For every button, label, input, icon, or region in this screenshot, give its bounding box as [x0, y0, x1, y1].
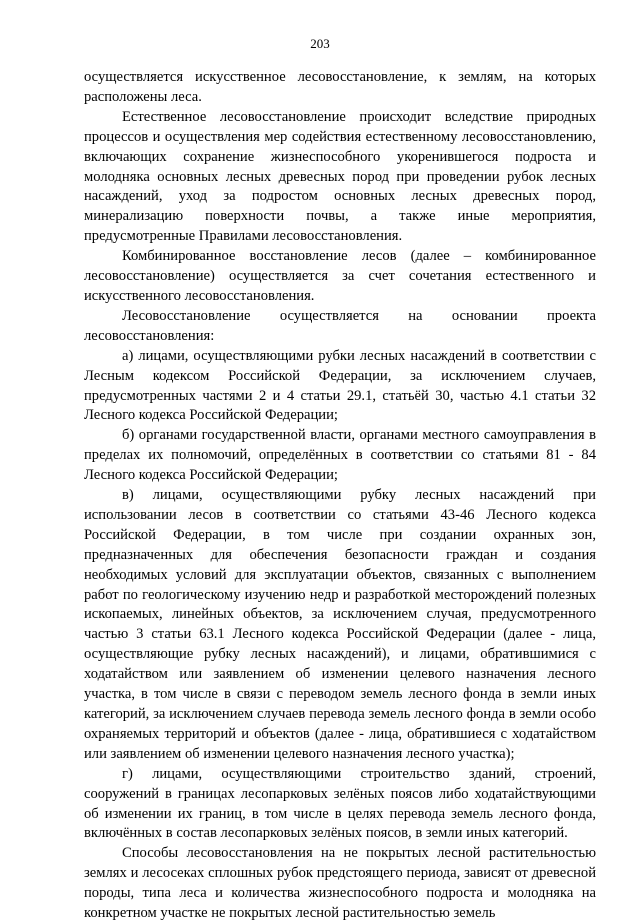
list-item-v: в) лицами, осуществляющими рубку лесных насаждений при использовании лесов в соответствии со статьями 43-46 Лесного кодекса Российской Федерации, в том числе при создании охранных зон, предназначенных для обеспечения безопасности граждан и создания необходимых условий для эксплуатации объектов, связанных с выполнением работ по геологическому изучению недр и разработкой месторождений полезных ископаемых, линейных объектов, за исключением случая, предусмотренного частью 3 статьи 63.1 Лесного кодекса Российской Федерации (далее - лица, осуществляющие рубку лесных насаждений), и лицами, обратившимися с ходатайством или заявлением об изменении целевого назначения лесного участка, в том числе в связи с переводом земель лесного фонда в земли иных категорий, за исключением случаев перевода земель лесного фонда в земли особо охраняемых территорий и объектов (далее - лица, обратившиеся с ходатайством или заявлением об изменении целевого назначения лесного участка);: [84, 487, 596, 762]
paragraph: осуществляется искусственное лесовосстановление, к землям, на которых расположены леса.: [84, 69, 596, 105]
paragraph: Лесовосстановление осуществляется на основании проекта лесовосстановления:: [84, 307, 596, 344]
paragraph: Способы лесовосстановления на не покрытых лесной растительностью землях и лесосеках сплошных рубок предстоящего периода, зависят от древесной породы, типа леса и количества жизнеспособного подроста и молодняка на конкретном участке не покрытых лесной растительностью земель: [84, 845, 596, 922]
document-body: [84, 68, 596, 924]
paragraph: Комбинированное восстановление лесов (далее – комбинированное лесовосстановление) осуществляется за счет сочетания естественного и искусственного лесовосстановления.: [84, 248, 596, 304]
page-number: 203: [310, 36, 330, 51]
paragraph: Естественное лесовосстановление происходит вследствие природных процессов и осуществления мер содействия естественному лесовосстановлению, включающих сохранение жизнеспособного укоренившегося подроста и молодняка основных лесных древесных пород при проведении рубок лесных насаждений, уход за подростом основных лесных древесных пород, минерализацию поверхности почвы, а также иные мероприятия, предусмотренные Правилами лесовосстановления.: [84, 108, 596, 245]
list-item-b: б) органами государственной власти, органами местного самоуправления в пределах их полномочий, определённых в соответствии со статьями 81 - 84 Лесного кодекса Российской Федерации;: [84, 427, 596, 484]
list-item-a: а) лицами, осуществляющими рубки лесных насаждений в соответствии с Лесным кодексом Российской Федерации, за исключением случаев, предусмотренных частями 2 и 4 статьи 29.1, статьёй 30, частью 4.1 статьи 32 Лесного кодекса Российской Федерации;: [84, 347, 596, 424]
list-item-g: г) лицами, осуществляющими строительство зданий, строений, сооружений в границах лесопарковых зелёных поясов либо ходатайствующими об изменении их границ, в том числе в целях перевода земель лесного фонда, включённых в состав лесопарковых зелёных поясов, в земли иных категорий.: [84, 765, 596, 842]
